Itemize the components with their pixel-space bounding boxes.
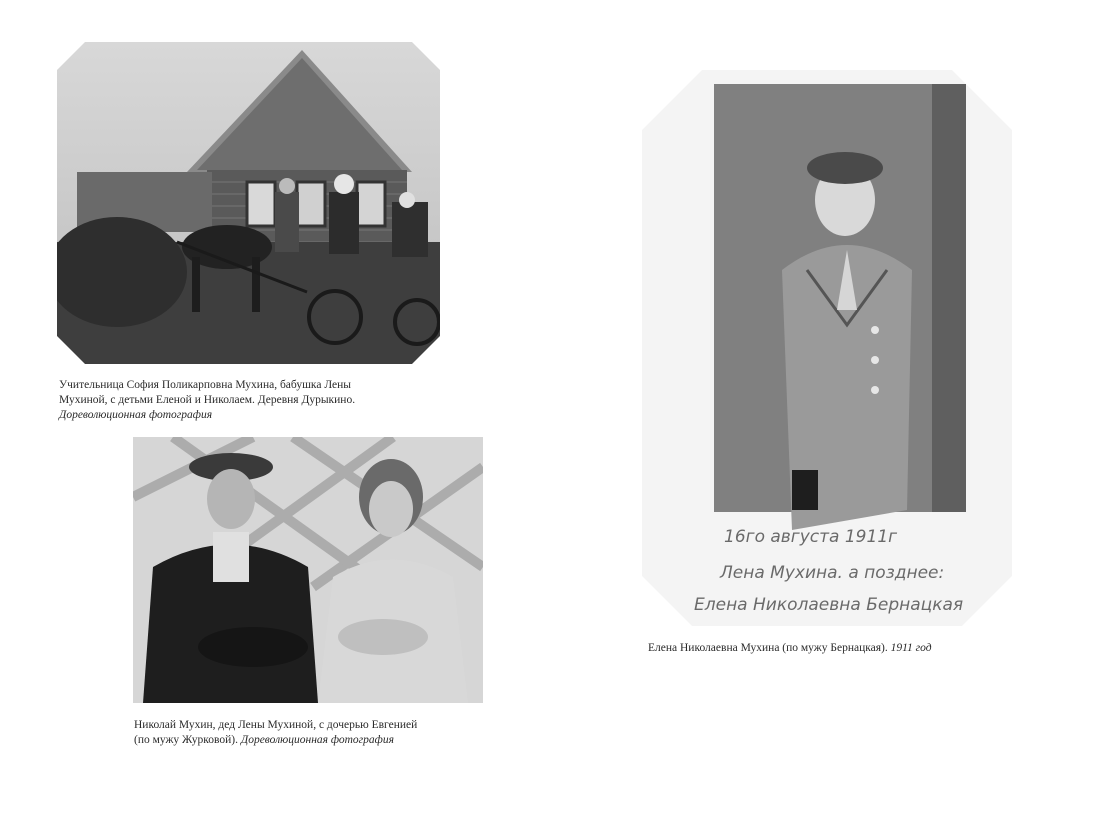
caption-line: Учительница София Поликарповна Мухина, бабушка Лены [59,379,352,391]
caption-village-house [59,378,439,423]
handwriting-line2: Елена Николаевна Бернацкая [694,595,964,615]
caption-line [134,733,494,748]
handwriting-date: 16го августа 1911г [724,527,898,547]
photo-father-daughter [133,437,483,703]
caption-note: Дореволюционная фотография [240,734,394,746]
photo-village-house [57,42,440,364]
caption-line: Николай Мухин, дед Лены Мухиной, с дочерью Евгенией [134,719,418,731]
caption-text: (по мужу Журковой). [134,734,239,746]
caption-father-daughter [134,718,494,748]
photo-portrait-elena [642,70,1012,626]
caption-note: Дореволюционная фотография [59,409,213,421]
caption-portrait-elena [648,641,1068,656]
caption-note: 1911 год [890,642,932,654]
caption-text: Елена Николаевна Мухина (по мужу Бернацкая). [648,642,888,654]
caption-line: Мухиной, с детьми Еленой и Николаем. Деревня Дурыкино. [59,394,356,406]
handwriting-line1: Лена Мухина. а позднее: [720,563,945,583]
